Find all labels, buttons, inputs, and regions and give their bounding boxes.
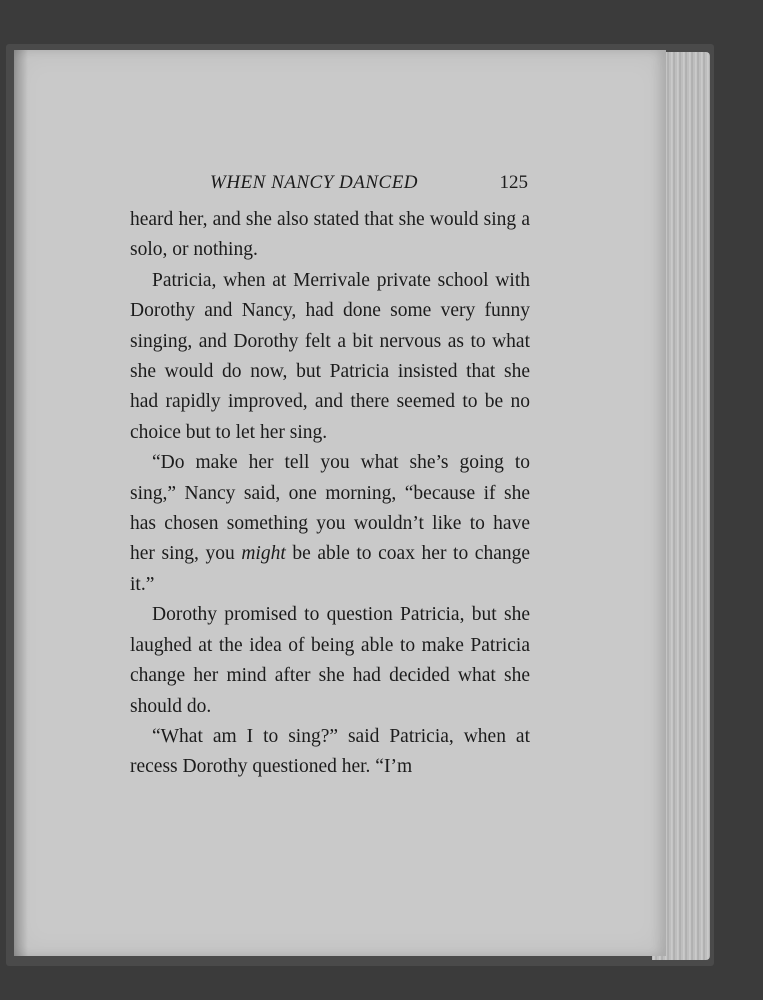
- body-text: [130, 205, 530, 783]
- emphasized-word: might: [241, 543, 286, 565]
- paragraph: [130, 448, 530, 600]
- running-head: WHEN NANCY DANCED: [210, 172, 419, 193]
- page-header: [130, 170, 528, 198]
- paragraph: Dorothy promised to question Patricia, but she laughed at the idea of being able to make Patricia change her mind after she had decided what she should do.: [130, 604, 530, 717]
- page-number: 125: [499, 172, 528, 193]
- paragraph: heard her, and she also stated that she would sing a solo, or nothing.: [130, 209, 530, 261]
- paragraph: Patricia, when at Merrivale private school with Dorothy and Nancy, had done some very funny singing, and Dorothy felt a bit nervous as to what she would do now, but Patricia insisted that she had rapidly improved, and there seemed to be no choice but to let her sing.: [130, 269, 530, 443]
- paragraph: “What am I to sing?” said Patricia, when at recess Dorothy questioned her. “I’m: [130, 725, 530, 778]
- spine-shadow: [14, 50, 28, 956]
- paragraph-text: be able to coax her to change it.”: [130, 543, 530, 595]
- paragraph-text: “Do make her tell you what she’s going to sing,” Nancy said, one morning, “because if she has chosen something you wouldn’t like to have her sing, you: [130, 452, 530, 565]
